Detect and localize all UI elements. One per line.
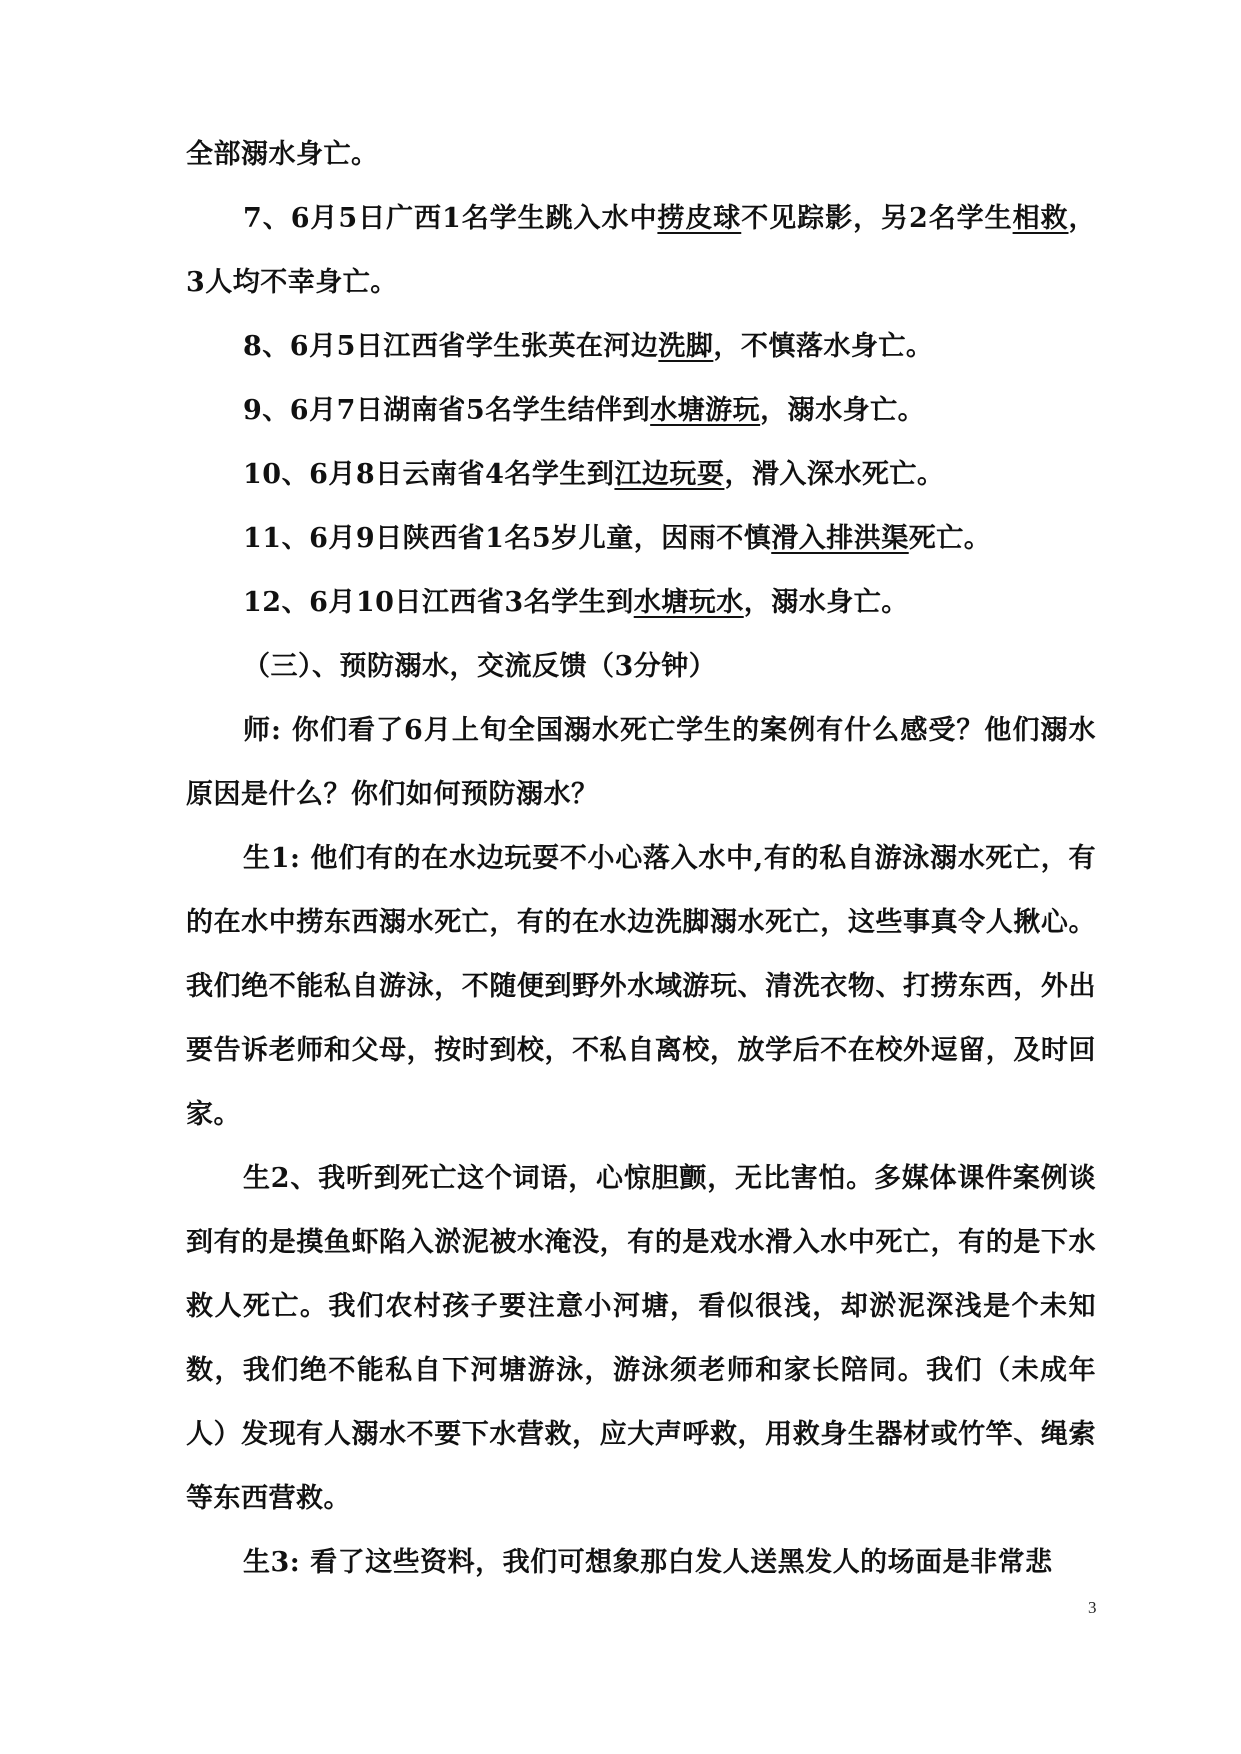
case-item (186, 187, 1096, 315)
case-keyword: 捞皮球 (657, 203, 742, 234)
case-text: 7、6月5日广西1名学生跳入水中 (243, 203, 658, 234)
student1-paragraph: 生1: 他们有的在水边玩耍不小心落入水中,有的私自游泳溺水死亡，有的在水中捞东西溺水死亡，有的在水边洗脚溺水死亡，这些事真令人揪心。我们绝不能私自游泳，不随便到野外水域游玩、清洗衣物、打捞东西，外出要告诉老师和父母，按时到校，不私自离校，放学后不在校外逗留，及时回家。 (186, 843, 1096, 1130)
document-body (186, 123, 1096, 1595)
case-text: 死亡。 (908, 523, 992, 554)
case-text: 8、6月5日江西省学生张英在河边 (243, 331, 659, 362)
case-text: 11、6月9日陕西省1名5岁儿童，因雨不慎 (243, 523, 772, 554)
case-keyword: 水塘游玩 (650, 395, 761, 426)
teacher-paragraph: 师: 你们看了6月上旬全国溺水死亡学生的案例有什么感受？他们溺水原因是什么？你们如何预防溺水？ (186, 715, 1096, 810)
case-text: ，不慎落水身亡。 (713, 331, 934, 362)
case-text: 不见踪影，另2名学生 (741, 203, 1013, 234)
case-text: ，溺水身亡。 (743, 587, 909, 618)
page-number: 3 (1088, 1598, 1097, 1617)
case-text: ，滑入深水死亡。 (724, 459, 945, 490)
case-text: ，溺水身亡。 (760, 395, 926, 426)
case-keyword: 相救 (1012, 203, 1069, 234)
case-item (186, 507, 1096, 571)
case-item (186, 443, 1096, 507)
student2-paragraph: 生2、我听到死亡这个词语，心惊胆颤，无比害怕。多媒体课件案例谈到有的是摸鱼虾陷入淤泥被水淹没，有的是戏水滑入水中死亡，有的是下水救人死亡。我们农村孩子要注意小河塘，看似很浅，却淤泥深浅是个未知数，我们绝不能私自下河塘游泳，游泳须老师和家长陪同。我们（未成年人）发现有人溺水不要下水营救，应大声呼救，用救身生器材或竹竿、绳索等东西营救。 (186, 1163, 1096, 1514)
case-item (186, 571, 1096, 635)
case-keyword: 水塘玩水 (633, 587, 744, 618)
case-text: 12、6月10日江西省3名学生到 (243, 587, 634, 618)
case-keyword: 洗脚 (658, 331, 714, 362)
case-keyword: 滑入排洪渠 (771, 523, 909, 554)
continuation-paragraph: 全部溺水身亡。 (186, 139, 379, 170)
case-text: 9、6月7日湖南省5名学生结伴到 (243, 395, 651, 426)
case-keyword: 江边玩耍 (614, 459, 725, 490)
case-text: 10、6月8日云南省4名学生到 (243, 459, 615, 490)
case-item (186, 379, 1096, 443)
case-text: ，3人均不幸身亡。 (186, 203, 1096, 298)
student3-paragraph: 生3: 看了这些资料，我们可想象那白发人送黑发人的场面是非常悲 (243, 1547, 1053, 1578)
case-item (186, 315, 1096, 379)
section-heading: （三）、预防溺水，交流反馈（3分钟） (243, 651, 717, 682)
